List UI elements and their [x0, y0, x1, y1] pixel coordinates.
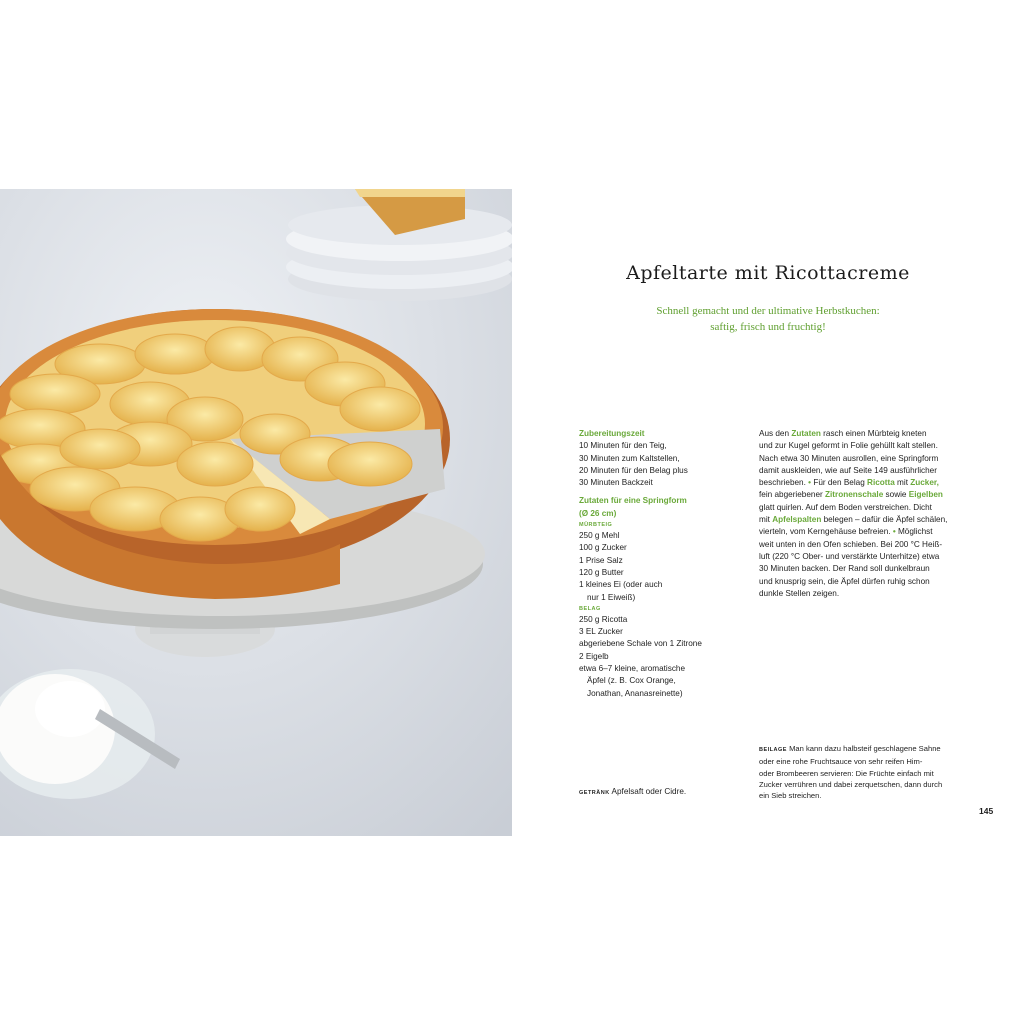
- method-line: luft (220 °C Ober- und verstärkte Unterhitze) etwa: [759, 551, 940, 561]
- getraenk-text: Apfelsaft oder Cidre.: [611, 787, 687, 796]
- ingredients-heading: Zutaten für eine Springform: [579, 496, 687, 506]
- beilage-note: [759, 743, 959, 801]
- tart-illustration: [0, 189, 512, 836]
- ingredient-item: Äpfel (z. B. Cox Orange,: [587, 676, 676, 686]
- method-line: weit unten in den Ofen schieben. Bei 200 °C Heiß-: [759, 539, 943, 549]
- bullet-icon: •: [892, 527, 896, 537]
- method-text: beschrieben.: [759, 478, 809, 488]
- method-highlight: Ricotta: [867, 478, 895, 488]
- method-highlight: Eigelben: [908, 490, 943, 500]
- method-line: Nach etwa 30 Minuten ausrollen, eine Springform: [759, 453, 939, 463]
- recipe-subtitle: [512, 303, 1024, 335]
- beilage-label: BEILAGE: [759, 747, 787, 753]
- method-line: 30 Minuten backen. Der Rand soll dunkelbraun: [759, 564, 930, 574]
- beilage-text: Zucker verrühren und dabei zerquetschen, dann durch: [759, 779, 943, 789]
- method-text: Aus den: [759, 429, 792, 438]
- ingredient-item: 3 EL Zucker: [579, 627, 623, 637]
- bullet-icon: •: [808, 478, 812, 488]
- ingredient-item: abgeriebene Schale von 1 Zitrone: [579, 639, 702, 649]
- page-number: 145: [979, 806, 994, 816]
- beilage-text: Man kann dazu halbsteif geschlagene Sahne: [789, 744, 941, 753]
- method-text: mit: [894, 478, 911, 488]
- method-highlight: Zitronenschale: [825, 490, 884, 500]
- method-line: [759, 477, 959, 489]
- method-line: [759, 514, 959, 526]
- tart-photo: [0, 189, 512, 836]
- getraenk-note: [579, 786, 686, 799]
- method-line: [759, 428, 959, 440]
- method-text: rasch einen Mürbteig kneten: [820, 429, 927, 438]
- ingredient-item: 100 g Zucker: [579, 543, 627, 553]
- subtitle-line: Schnell gemacht und der ultimative Herbstkuchen:: [656, 305, 880, 317]
- ingredients-heading-size: (Ø 26 cm): [579, 508, 617, 518]
- section-label-muerbteig: MÜRBTEIG: [579, 522, 613, 529]
- ingredient-item: 1 kleines Ei (oder auch: [579, 580, 663, 590]
- section-label-belag: BELAG: [579, 605, 601, 612]
- method-text: belegen – dafür die Äpfel schälen,: [821, 515, 948, 525]
- ingredient-item: nur 1 Eiweiß): [587, 592, 636, 602]
- method-text: Für den Belag: [811, 478, 868, 488]
- method-line: [759, 489, 959, 501]
- prep-line: 30 Minuten zum Kaltstellen,: [579, 453, 680, 463]
- beilage-text: oder eine rohe Fruchtsauce von sehr reifen Him-: [759, 757, 923, 767]
- prep-line: 30 Minuten Backzeit: [579, 478, 653, 488]
- ingredient-item: etwa 6–7 kleine, aromatische: [579, 664, 686, 674]
- ingredient-item: 1 Prise Salz: [579, 555, 623, 565]
- method-line: [759, 526, 959, 538]
- method-line: dunkle Stellen zeigen.: [759, 588, 840, 598]
- method-highlight: Apfelspalten: [772, 515, 822, 525]
- method-line: glatt quirlen. Auf dem Boden verstreichen. Dicht: [759, 502, 932, 512]
- method-text: Möglichst: [895, 527, 933, 537]
- ingredient-item: 120 g Butter: [579, 567, 624, 577]
- method-line: und zur Kugel geformt in Folie gehüllt kalt stellen.: [759, 441, 938, 451]
- ingredient-item: 250 g Mehl: [579, 531, 620, 541]
- ingredient-item: 2 Eigelb: [579, 651, 609, 661]
- ingredients-column: [579, 428, 739, 700]
- beilage-text: ein Sieb streichen.: [759, 791, 822, 801]
- method-text: vierteln, vom Kerngehäuse befreien.: [759, 527, 893, 537]
- method-text: sowie: [883, 490, 909, 500]
- prep-time-heading: Zubereitungszeit: [579, 429, 645, 438]
- method-line: und knusprig sein, die Äpfel dürfen ruhig schon: [759, 576, 930, 586]
- method-text: fein abgeriebener: [759, 490, 826, 500]
- method-highlight: Zutaten: [791, 429, 821, 438]
- ingredient-item: Jonathan, Ananasreinette): [587, 688, 683, 698]
- method-highlight: Zucker,: [910, 478, 939, 488]
- prep-line: 10 Minuten für den Teig,: [579, 441, 667, 451]
- getraenk-label: GETRÄNK: [579, 790, 610, 796]
- prep-line: 20 Minuten für den Belag plus: [579, 465, 688, 475]
- method-line: damit auskleiden, wie auf Seite 149 ausführlicher: [759, 465, 937, 475]
- subtitle-line: saftig, frisch und fruchtig!: [710, 321, 826, 333]
- recipe-title: Apfeltarte mit Ricottacreme: [626, 262, 910, 284]
- method-column: [759, 428, 959, 600]
- beilage-text: oder Brombeeren servieren: Die Früchte einfach mit: [759, 768, 934, 778]
- method-text: mit: [759, 515, 773, 525]
- ingredient-item: 250 g Ricotta: [579, 614, 628, 624]
